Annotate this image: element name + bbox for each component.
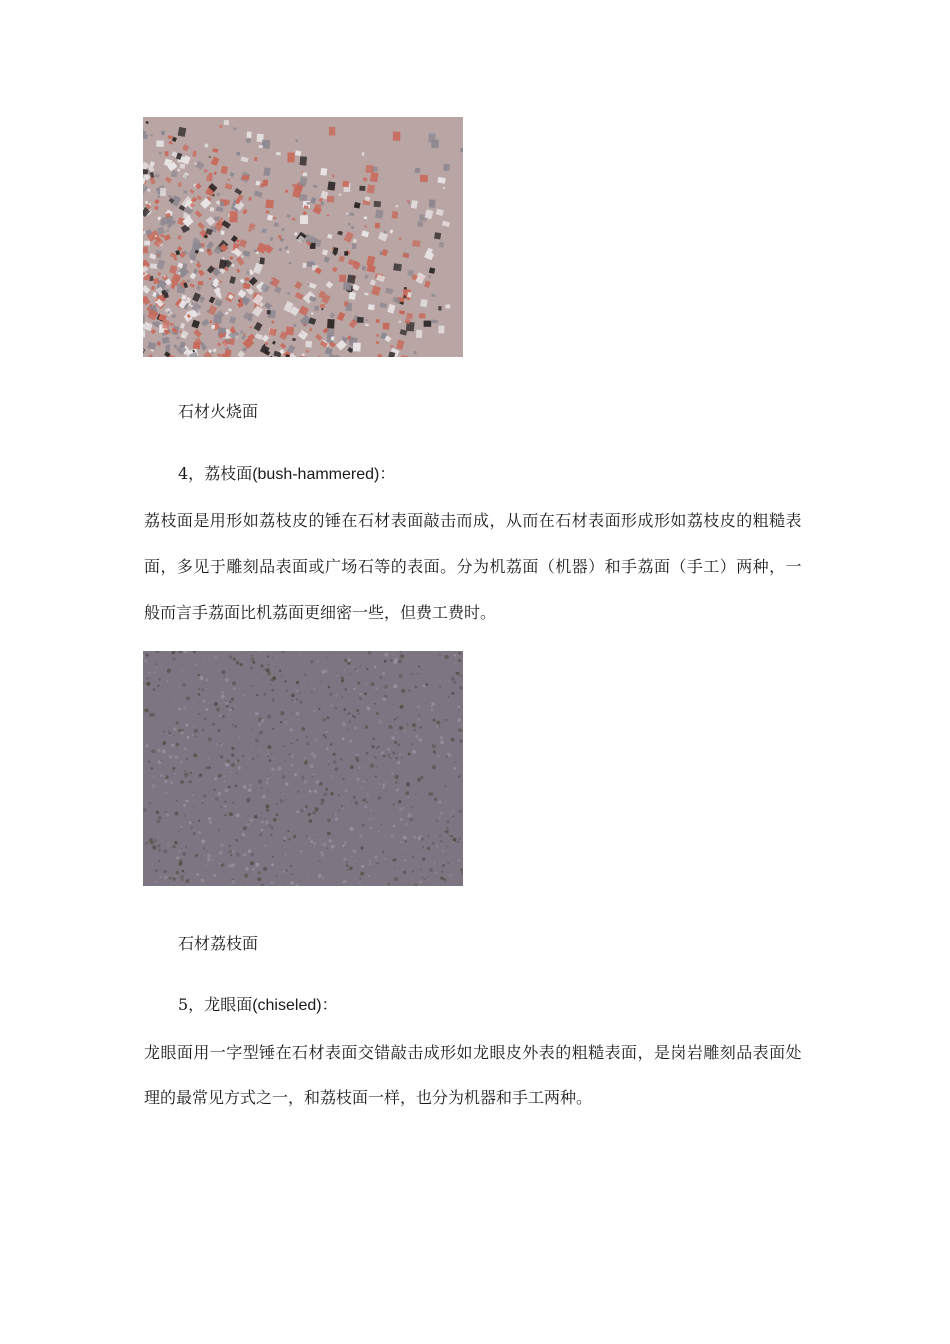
flamed-granite-photo — [143, 117, 463, 357]
paragraph-line: 荔枝面是用形如荔枝皮的锤在石材表面敲击而成，从而在石材表面形成形如荔枝皮的粗糙表 — [144, 511, 803, 530]
caption-flamed: 石材火烧面 — [178, 402, 259, 421]
heading-chinese: 荔枝面 — [204, 464, 253, 483]
paragraph-line: 般而言手荔面比机荔面更细密一些，但费工费时。 — [144, 603, 497, 622]
paragraph-line: 龙眼面用一字型锤在石材表面交错敲击成形如龙眼皮外表的粗糙表面，是岗岩雕刻品表面处 — [144, 1043, 803, 1062]
bush-hammered-texture — [143, 651, 463, 886]
heading-number: 4， — [178, 464, 205, 483]
heading-english: (bush-hammered)： — [252, 466, 396, 483]
heading-english: (chiseled)： — [252, 997, 338, 1014]
bush-hammered-stone-photo — [143, 651, 463, 886]
heading-chiseled — [178, 995, 338, 1016]
heading-number: 5， — [178, 995, 205, 1014]
heading-bush-hammered — [178, 464, 395, 485]
paragraph-line: 面，多见于雕刻品表面或广场石等的表面。分为机荔面（机器）和手荔面（手工）两种，一 — [144, 557, 803, 576]
caption-bush-hammered: 石材荔枝面 — [178, 934, 259, 953]
heading-chinese: 龙眼面 — [204, 995, 253, 1014]
flamed-granite-texture — [143, 117, 463, 357]
paragraph-line: 理的最常见方式之一，和荔枝面一样，也分为机器和手工两种。 — [144, 1088, 593, 1107]
